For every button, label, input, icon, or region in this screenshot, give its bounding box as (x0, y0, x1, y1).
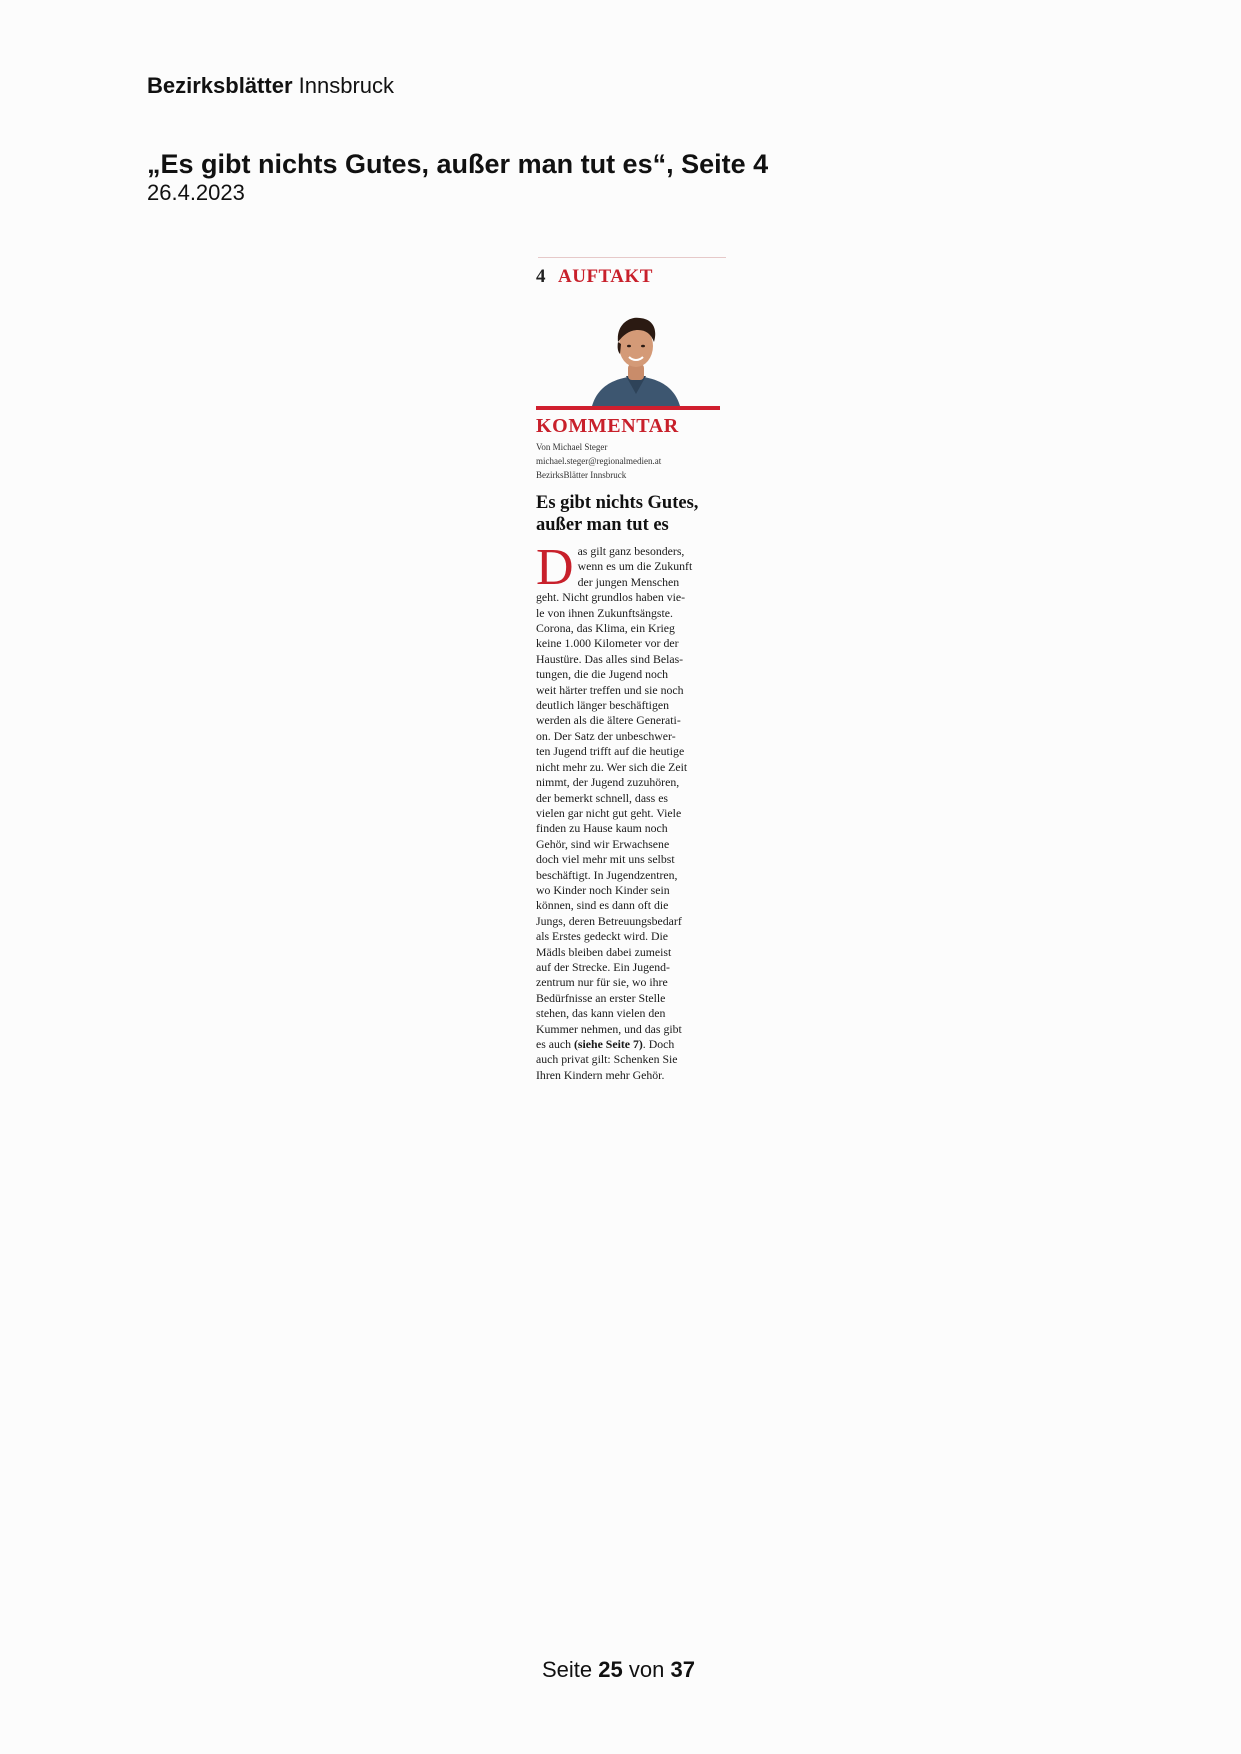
body-line: als Erstes gedeckt wird. Die (536, 929, 669, 944)
body-line: der bemerkt schnell, dass es (536, 790, 669, 805)
article-date: 26.4.2023 (147, 180, 245, 205)
body-line-ref (536, 1037, 726, 1052)
byline (536, 440, 726, 482)
section-page-number: 4 (536, 266, 546, 287)
body-line: wenn es um die Zukunft (577, 559, 693, 574)
body-line: auch privat gilt: Schenken Sie (536, 1052, 678, 1067)
comment-label: KOMMENTAR (536, 415, 679, 437)
body-line: zentrum nur für sie, wo ihre (536, 975, 668, 990)
body-line: keine 1.000 Kilometer vor der (536, 636, 679, 651)
footer-total-pages: 37 (670, 1657, 695, 1682)
publication-name-bold: Bezirksblätter (147, 73, 293, 98)
body-line: Bedürfnisse an erster Stelle (536, 990, 666, 1005)
body-line: Haustüre. Das alles sind Belas- (536, 651, 684, 666)
comment-red-rule (536, 406, 720, 410)
body-line: auf der Strecke. Ein Jugend- (536, 959, 670, 974)
footer-middle: von (628, 1657, 665, 1682)
body-ref-before: es auch (536, 1037, 574, 1051)
publication-name (147, 72, 394, 100)
article-title: „Es gibt nichts Gutes, außer man tut es“, Seite 4 (147, 149, 769, 179)
body-line: stehen, das kann vielen den (536, 1006, 666, 1021)
page-reference: (siehe Seite 7) (574, 1037, 643, 1051)
body-line: wo Kinder noch Kinder sein (536, 882, 670, 897)
author-portrait (588, 314, 684, 406)
body-line: vielen gar nicht gut geht. Viele (536, 805, 682, 820)
body-line: können, sind es dann oft die (536, 898, 669, 913)
body-line: Corona, das Klima, ein Krieg (536, 621, 675, 636)
body-line: nimmt, der Jugend zuzuhören, (536, 775, 680, 790)
body-line: on. Der Satz der unbeschwer- (536, 728, 676, 743)
headline-line: außer man tut es (536, 515, 669, 535)
publication-name-rest: Innsbruck (298, 73, 395, 98)
body-line: geht. Nicht grundlos haben vie- (536, 590, 686, 605)
footer-current-page: 25 (598, 1657, 623, 1682)
body-line: Ihren Kindern mehr Gehör. (536, 1067, 665, 1082)
body-line: Gehör, sind wir Erwachsene (536, 836, 670, 851)
body-line: le von ihnen Zukunftsängste. (536, 605, 673, 620)
clipping-top-rule (538, 257, 726, 258)
byline-email: michael.steger@regionalmedien.at (536, 456, 662, 466)
section-name: AUFTAKT (558, 266, 653, 287)
comment-headline (536, 492, 726, 536)
newspaper-clipping (536, 257, 726, 1083)
footer-prefix: Seite (542, 1657, 593, 1682)
body-line: as gilt ganz besonders, (577, 544, 685, 558)
body-line: Jungs, deren Betreuungsbedarf (536, 913, 682, 928)
body-line: nicht mehr zu. Wer sich die Zeit (536, 759, 688, 774)
body-lines (536, 539, 726, 1037)
body-line: doch viel mehr mit uns selbst (536, 852, 675, 867)
body-line: der jungen Menschen (577, 574, 680, 589)
body-end-lines (536, 1052, 726, 1083)
byline-outlet: BezirksBlätter Innsbruck (536, 470, 627, 480)
body-line: finden zu Hause kaum noch (536, 821, 668, 836)
section-header (536, 264, 726, 290)
body-line: beschäftigt. In Jugendzentren, (536, 867, 678, 882)
body-line: deutlich länger beschäftigen (536, 698, 669, 713)
headline-line: Es gibt nichts Gutes, (536, 493, 699, 513)
body-line: weit härter treffen und sie noch (536, 682, 684, 697)
byline-author: Von Michael Steger (536, 442, 608, 452)
drop-cap: D (536, 539, 574, 596)
body-line: Kummer nehmen, und das gibt (536, 1021, 682, 1036)
body-line: werden als die ältere Generati- (536, 713, 681, 728)
page-footer (0, 1656, 1241, 1684)
comment-body (536, 539, 726, 1083)
body-line: tungen, die die Jugend noch (536, 667, 669, 682)
body-line: ten Jugend trifft auf die heutige (536, 744, 685, 759)
body-ref-after: . Doch (642, 1037, 675, 1051)
body-line: Mädls bleiben dabei zumeist (536, 944, 672, 959)
